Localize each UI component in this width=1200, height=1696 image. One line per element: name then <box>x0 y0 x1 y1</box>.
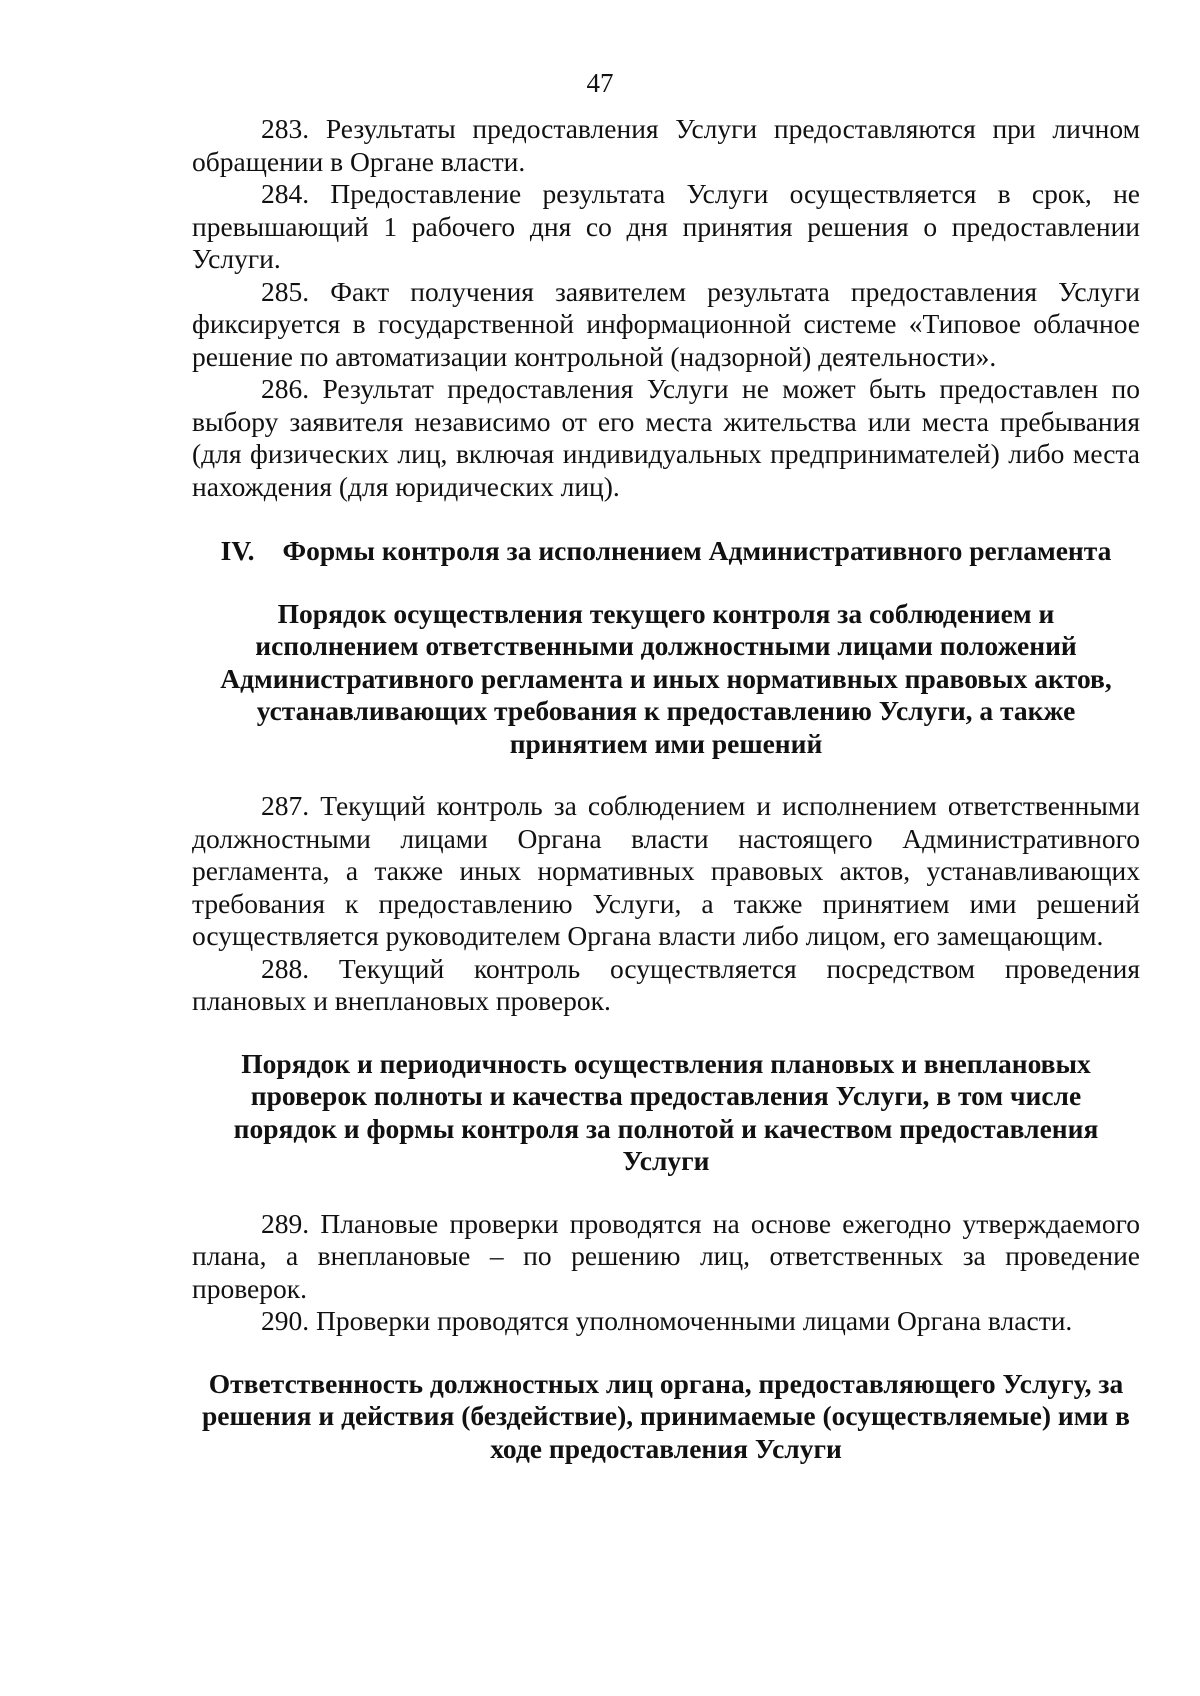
section-title-text: Формы контроля за исполнением Административного регламента <box>282 535 1112 566</box>
paragraph-288: 288. Текущий контроль осуществляется посредством проведения плановых и внеплановых проверок. <box>192 952 1140 1016</box>
spacer <box>192 568 1140 598</box>
paragraph-284: 284. Предоставление результата Услуги осуществляется в срок, не превышающий 1 рабочего дня со дня принятия решения о предоставлении Услуги. <box>192 178 1140 274</box>
subheading-inspections: Порядок и периодичность осуществления плановых и внеплановых проверок полноты и качества предоставления Услуги, в том числе порядок и формы контроля за полнотой и качеством предоставления Услуги <box>233 1047 1099 1176</box>
spacer <box>192 1018 1140 1048</box>
spacer <box>192 760 1140 790</box>
spacer <box>192 1178 1140 1208</box>
subheading-responsibility: Ответственность должностных лиц органа, предоставляющего Услугу, за решения и действия (бездействие), принимаемые (осуществляемые) ими в ходе предоставления Услуги <box>201 1367 1131 1464</box>
paragraph-283: 283. Результаты предоставления Услуги предоставляются при личном обращении в Органе власти. <box>192 113 1140 177</box>
paragraph-290: 290. Проверки проводятся уполномоченными лицами Органа власти. <box>261 1305 1073 1336</box>
page-number: 47 <box>586 68 614 98</box>
paragraph-287: 287. Текущий контроль за соблюдением и исполнением ответственными должностными лицами Органа власти настоящего Административного регламента, а также иных нормативных правовых актов, устанавливающих требования к предоставлению Услуги, а также принятием ими решений осуществляется руководителем Органа власти либо лицом, его замещающим. <box>192 790 1140 951</box>
spacer <box>192 1338 1140 1368</box>
paragraph-286: 286. Результат предоставления Услуги не может быть предоставлен по выбору заявителя независимо от его места жительства или места пребывания (для физических лиц, включая индивидуальных предпринимателей) либо места нахождения (для юридических лиц). <box>192 373 1140 502</box>
paragraph-289: 289. Плановые проверки проводятся на основе ежегодно утверждаемого плана, а внеплановые – по решению лиц, ответственных за проведение проверок. <box>192 1207 1140 1304</box>
document-body <box>192 113 1140 1465</box>
paragraph-285: 285. Факт получения заявителем результата предоставления Услуги фиксируется в государственной информационной системе «Типовое облачное решение по автоматизации контрольной (надзорной) деятельности». <box>192 275 1140 372</box>
spacer <box>192 503 1140 535</box>
section-number: IV. <box>220 535 255 566</box>
subheading-current-control: Порядок осуществления текущего контроля за соблюдением и исполнением ответственными должностными лицами положений Административного регламента и иных нормативных правовых актов, устанавливающих требования к предоставлению Услуги, а также принятием ими решений <box>220 597 1112 759</box>
section-title <box>192 535 1140 568</box>
